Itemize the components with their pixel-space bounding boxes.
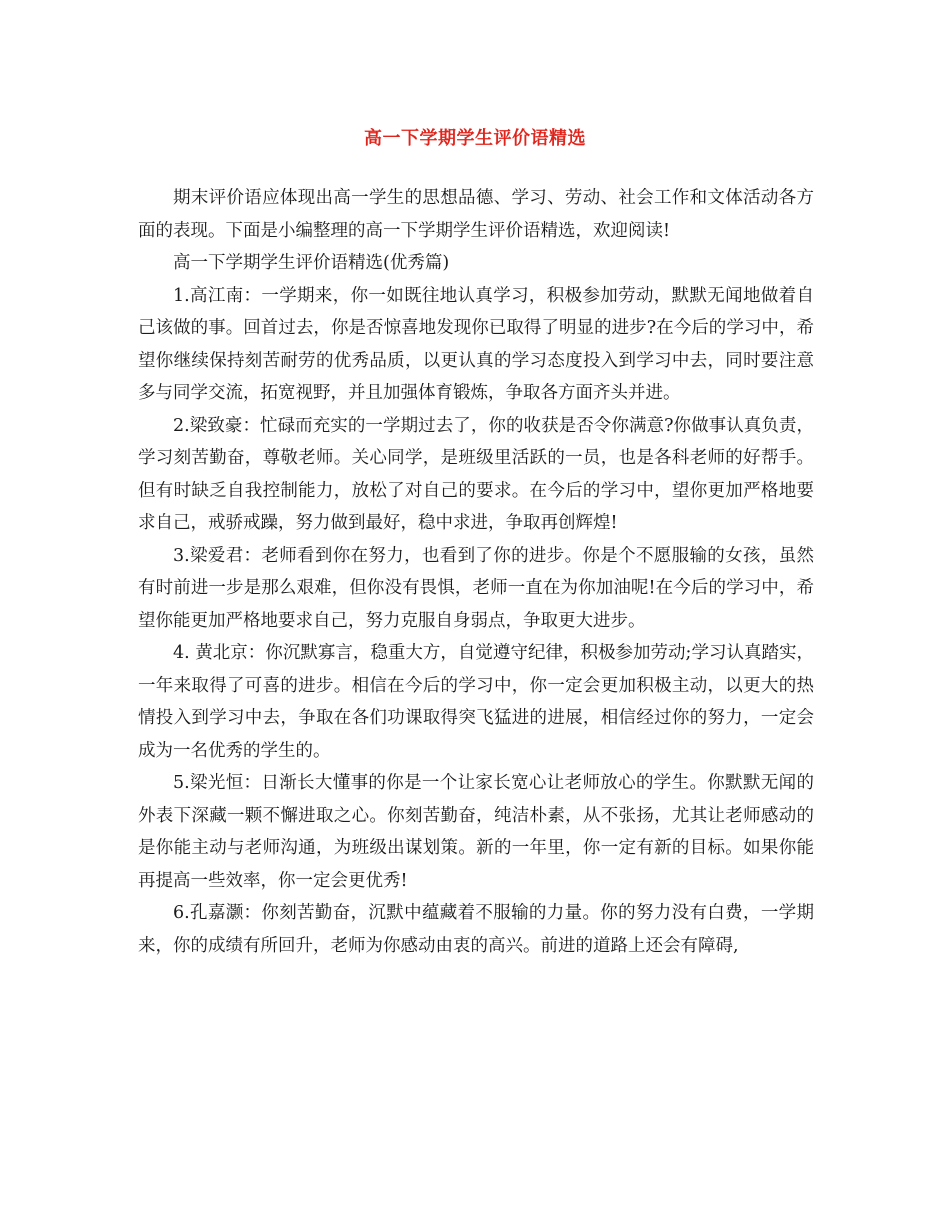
document-title: 高一下学期学生评价语精选 — [364, 128, 586, 149]
comment-paragraph-6: 6.孔嘉灏：你刻苦勤奋，沉默中蕴藏着不服输的力量。你的努力没有白费，一学期来，你的成绩有所回升，老师为你感动由衷的高兴。前进的道路上还会有障碍, — [138, 903, 814, 956]
comment-paragraph-1: 1.高江南：一学期来，你一如既往地认真学习，积极参加劳动，默默无闻地做着自己该做的事。回首过去，你是否惊喜地发现你已取得了明显的进步?在今后的学习中，希望你继续保持刻苦耐劳的优秀品质，以更认真的学习态度投入到学习中去，同时要注意多与同学交流，拓宽视野，并且加强体育锻炼，争取各方面齐头并进。 — [138, 285, 814, 403]
comment-paragraph-4: 4. 黄北京：你沉默寡言，稳重大方，自觉遵守纪律，积极参加劳动;学习认真踏实，一年来取得了可喜的进步。相信在今后的学习中，你一定会更加积极主动，以更大的热情投入到学习中去，争取在各们功课取得突飞猛进的进展，相信经过你的努力，一定会成为一名优秀的学生的。 — [138, 643, 814, 761]
comment-paragraph-5: 5.梁光恒：日渐长大懂事的你是一个让家长宽心让老师放心的学生。你默默无闻的外表下深藏一颗不懈进取之心。你刻苦勤奋，纯洁朴素，从不张扬，尤其让老师感动的是你能主动与老师沟通，为班级出谋划策。新的一年里，你一定有新的目标。如果你能再提高一些效率，你一定会更优秀! — [138, 773, 814, 891]
intro-paragraph: 期末评价语应体现出高一学生的思想品德、学习、劳动、社会工作和文体活动各方面的表现。下面是小编整理的高一下学期学生评价语精选，欢迎阅读! — [138, 188, 814, 241]
comment-paragraph-3: 3.梁爱君：老师看到你在努力，也看到了你的进步。你是个不愿服输的女孩，虽然有时前进一步是那么艰难，但你没有畏惧，老师一直在为你加油呢!在今后的学习中，希望你能更加严格地要求自己，努力克服自身弱点，争取更大进步。 — [138, 545, 814, 631]
comment-paragraph-2: 2.梁致豪：忙碌而充实的一学期过去了，你的收获是否令你满意?你做事认真负责，学习刻苦勤奋，尊敬老师。关心同学，是班级里活跃的一员，也是各科老师的好帮手。但有时缺乏自我控制能力，放松了对自己的要求。在今后的学习中，望你更加严格地要求自己，戒骄戒躁，努力做到最好，稳中求进，争取再创辉煌! — [138, 415, 814, 533]
document-body — [138, 182, 814, 962]
section-heading: 高一下学期学生评价语精选(优秀篇) — [173, 253, 450, 273]
